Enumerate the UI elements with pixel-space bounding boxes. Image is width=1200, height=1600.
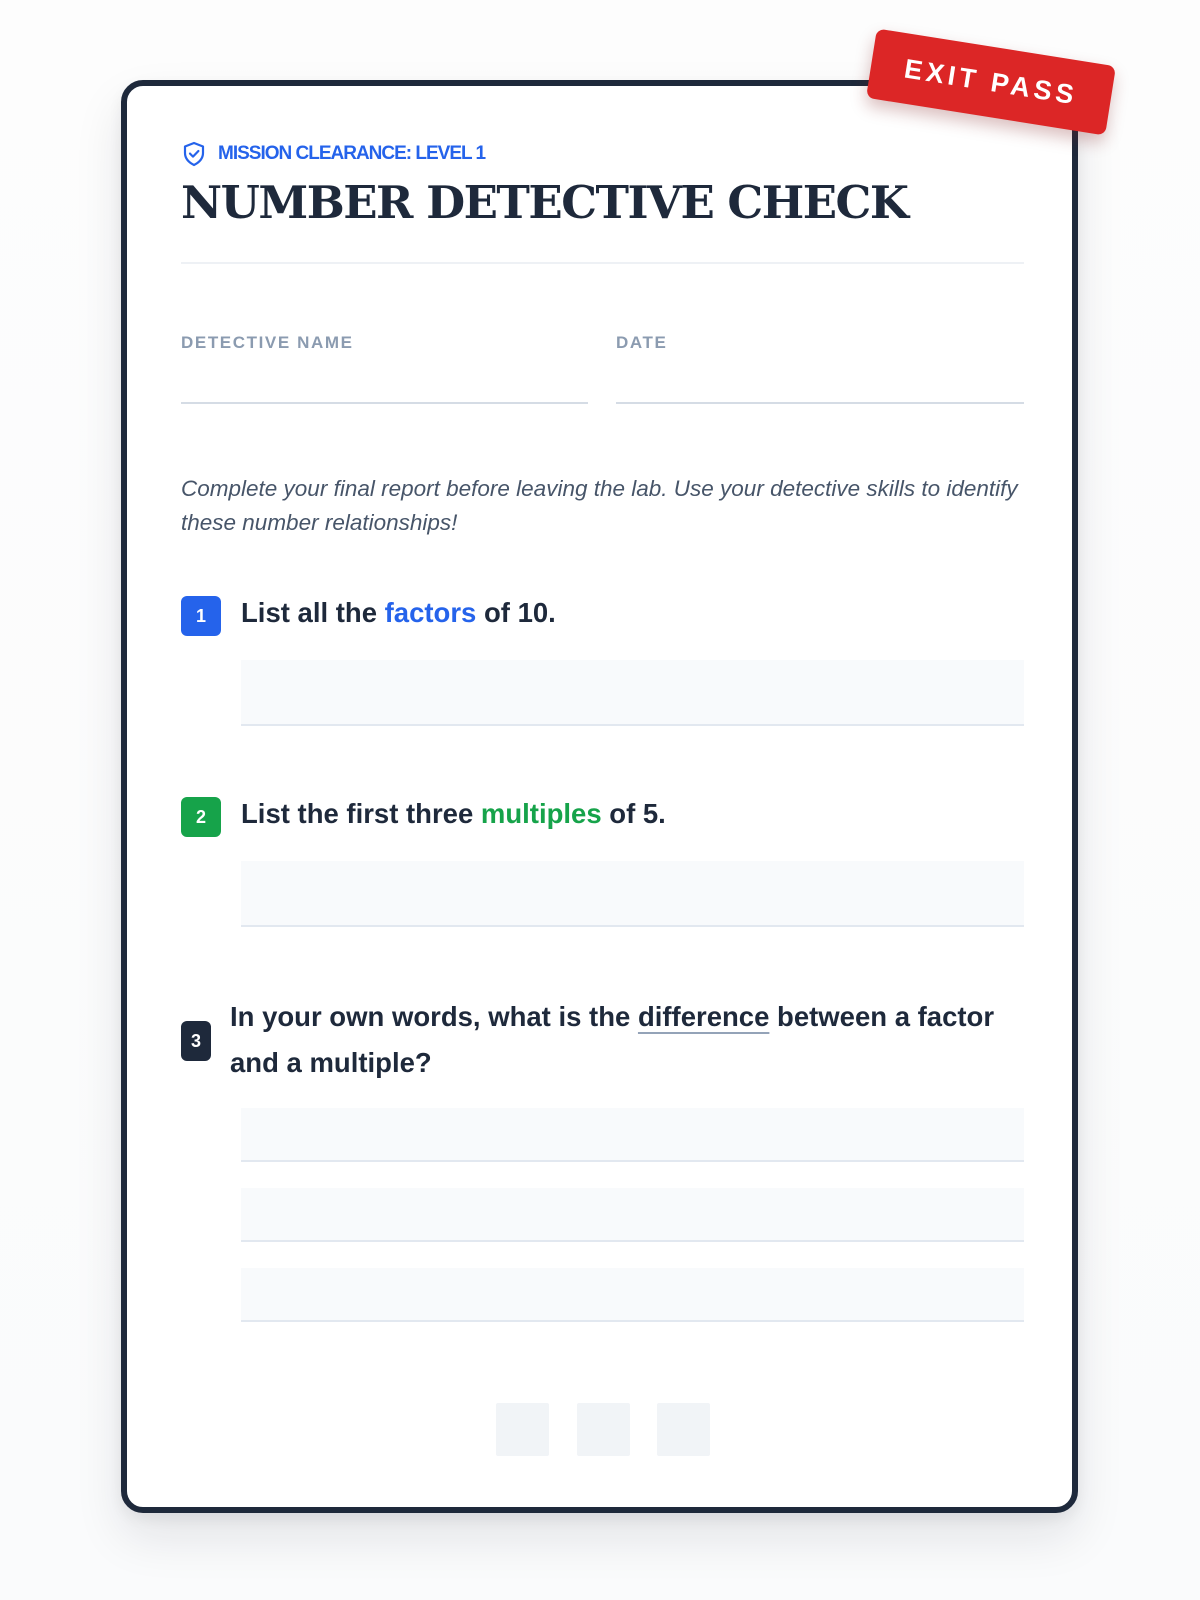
page-title: NUMBER DETECTIVE CHECK: [181, 176, 908, 229]
clearance-text: MISSION CLEARANCE: LEVEL 1: [218, 143, 486, 164]
question-3-answer-line-2[interactable]: [241, 1188, 1024, 1242]
question-2-text: [241, 798, 666, 830]
question-1-text: [241, 597, 556, 629]
question-1-text-after: of 10.: [476, 597, 556, 628]
question-1-keyword: factors: [384, 597, 477, 628]
exit-pass-label: EXIT PASS: [902, 52, 1080, 111]
question-3-text: [230, 994, 1020, 1086]
question-3-badge: [181, 1021, 211, 1061]
question-3-answer-line-3[interactable]: [241, 1268, 1024, 1322]
instructions-text: Complete your final report before leaving the lab. Use your detective skills to identify these number relationships!: [181, 476, 1018, 535]
question-1-badge: [181, 596, 221, 636]
question-2-number: 2: [195, 806, 206, 827]
date-field[interactable]: [616, 402, 1024, 404]
footer-check-box-1[interactable]: [496, 1403, 549, 1456]
shield-check-icon: [182, 141, 206, 167]
question-1-text-before: List all the: [241, 597, 385, 628]
question-2-answer-field[interactable]: [241, 861, 1024, 927]
question-3-text-before: In your own words, what is the: [230, 1001, 638, 1032]
question-2-text-before: List the first three: [241, 798, 481, 829]
footer-check-box-2[interactable]: [577, 1403, 630, 1456]
detective-name-label: DETECTIVE NAME: [181, 333, 354, 352]
clearance-label: [182, 141, 485, 167]
question-2-text-after: of 5.: [601, 798, 666, 829]
detective-name-field[interactable]: [181, 402, 588, 404]
question-2-keyword: multiples: [480, 798, 602, 829]
date-label: DATE: [616, 333, 668, 352]
footer-check-box-3[interactable]: [657, 1403, 710, 1456]
title-divider: [181, 262, 1024, 264]
question-1-answer-field[interactable]: [241, 660, 1024, 726]
question-3-keyword: difference: [637, 1001, 770, 1032]
question-1-number: 1: [195, 605, 206, 626]
question-3-number: 3: [190, 1030, 201, 1051]
question-3-text-after: between a factor and a multiple?: [230, 1001, 995, 1078]
question-3-answer-line-1[interactable]: [241, 1108, 1024, 1162]
question-2-badge: [181, 797, 221, 837]
